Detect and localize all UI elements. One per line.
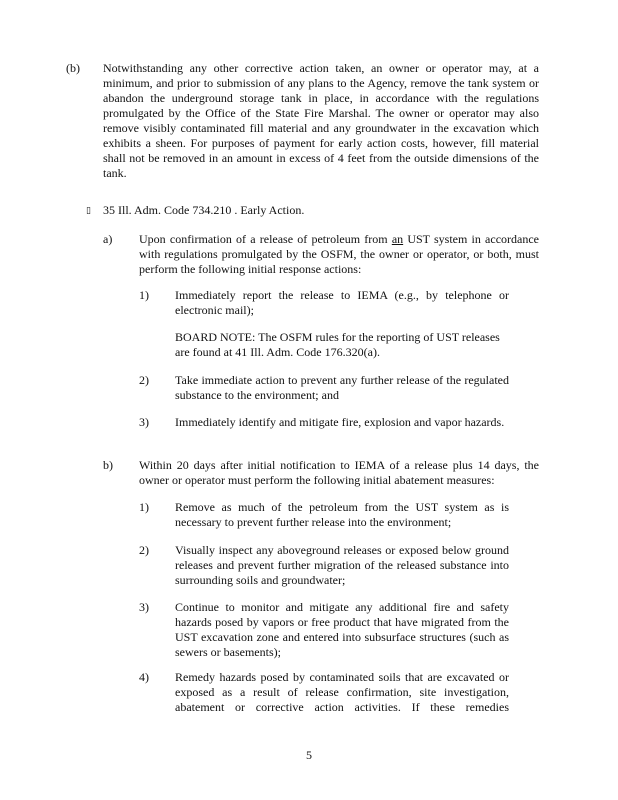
heading-bullet-icon: ▯ xyxy=(86,206,91,216)
board-note: BOARD NOTE: The OSFM rules for the reporting of UST releases are found at 41 Ill. Adm. Code 176.320(a). xyxy=(175,330,500,359)
section-b-paragraph: Notwithstanding any other corrective action taken, an owner or operator may, at a minimum, and prior to submission of any plans to the Agency, remove the tank system or abandon the underground storage tank in place, in accordance with the regulations promulgated by the Office of the State Fire Marshal. The owner or operator may also remove visibly contaminated fill material and any groundwater in the excavation which exhibits a sheen. For purposes of payment for early action costs, however, fill material shall not be removed in an amount in excess of 4 feet from the outside dimensions of the tank. xyxy=(103,61,539,180)
item-a-3-label: 3) xyxy=(139,415,149,429)
section-heading: 35 Ill. Adm. Code 734.210 . Early Action. xyxy=(103,203,305,217)
item-a-1-text: Immediately report the release to IEMA (e.g., by telephone or electronic mail); xyxy=(175,288,509,317)
item-b-4-label: 4) xyxy=(139,670,149,684)
item-a-1-label: 1) xyxy=(139,288,149,302)
item-b-2-text: Visually inspect any aboveground releases or exposed below ground releases and prevent further migration of the released substance into surrounding soils and groundwater; xyxy=(175,543,509,587)
item-b-1-label: 1) xyxy=(139,500,149,514)
item-a-label: a) xyxy=(103,232,113,246)
section-b-label: (b) xyxy=(66,61,80,75)
item-b-3-label: 3) xyxy=(139,600,149,614)
page-number: 5 xyxy=(306,748,312,762)
item-a-text-underlined: an xyxy=(391,232,404,246)
item-a-2-label: 2) xyxy=(139,373,149,387)
item-b-label: b) xyxy=(103,458,113,472)
item-b-paragraph: Within 20 days after initial notification to IEMA of a release plus 14 days, the owner or operator must perform the following initial abatement measures: xyxy=(139,458,539,487)
item-b-3-text: Continue to monitor and mitigate any additional fire and safety hazards posed by vapors or free product that have migrated from the UST excavation zone and entered into subsurface structures (such as sewers or basements); xyxy=(175,600,509,659)
item-a-2-text: Take immediate action to prevent any further release of the regulated substance to the environment; and xyxy=(175,373,509,402)
item-b-4-text: Remedy hazards posed by contaminated soils that are excavated or exposed as a result of release confirmation, site investigation, abatement or corrective action activities. If these remedies xyxy=(175,670,509,714)
item-b-2-label: 2) xyxy=(139,543,149,557)
item-a-3-text: Immediately identify and mitigate fire, explosion and vapor hazards. xyxy=(175,415,505,429)
item-a-text-after: UST system in accordance with regulations promulgated by the OSFM, the owner or operator, or both, must perform the following initial response actions: xyxy=(139,232,539,276)
item-b-1-text: Remove as much of the petroleum from the UST system as is necessary to prevent further release into the environment; xyxy=(175,500,509,529)
item-a-text-before: Upon confirmation of a release of petroleum from xyxy=(139,232,392,246)
item-a-paragraph xyxy=(139,232,539,277)
